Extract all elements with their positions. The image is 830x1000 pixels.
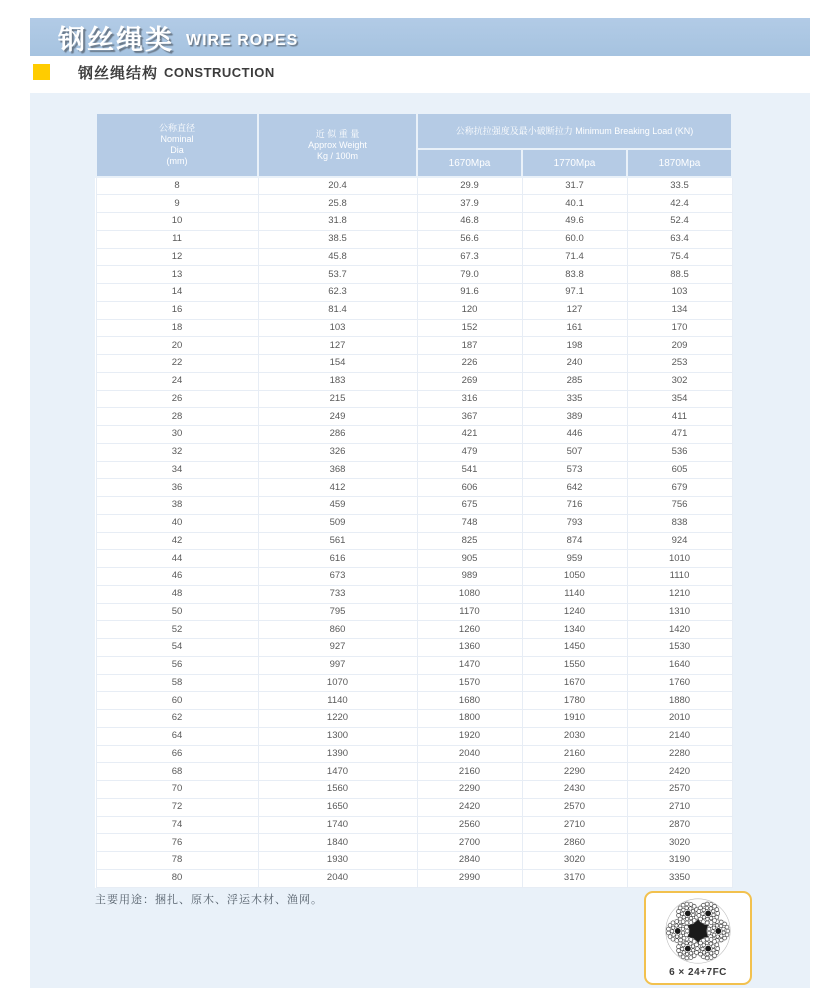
table-cell: 9 [96, 195, 258, 213]
table-cell: 679 [627, 479, 732, 497]
table-cell: 1760 [627, 674, 732, 692]
table-cell: 34 [96, 461, 258, 479]
table-cell: 825 [417, 532, 522, 550]
table-cell: 1930 [258, 852, 417, 870]
table-cell: 97.1 [522, 284, 627, 302]
table-cell: 1240 [522, 603, 627, 621]
page-title-chinese: 钢丝绳类 [58, 24, 174, 55]
table-cell: 8 [96, 177, 258, 195]
table-cell: 54 [96, 639, 258, 657]
table-cell: 1050 [522, 568, 627, 586]
table-cell: 3020 [627, 834, 732, 852]
table-cell: 3350 [627, 869, 732, 887]
table-cell: 152 [417, 319, 522, 337]
table-cell: 2030 [522, 727, 627, 745]
table-cell: 28 [96, 408, 258, 426]
table-cell: 507 [522, 443, 627, 461]
table-cell: 209 [627, 337, 732, 355]
table-row [96, 213, 732, 231]
table-row [96, 710, 732, 728]
table-cell: 1140 [522, 585, 627, 603]
table-row [96, 514, 732, 532]
table-row [96, 177, 732, 195]
table-row [96, 497, 732, 515]
table-cell: 1670 [522, 674, 627, 692]
table-cell: 2430 [522, 781, 627, 799]
table-cell: 1080 [417, 585, 522, 603]
table-cell: 1680 [417, 692, 522, 710]
table-cell: 81.4 [258, 301, 417, 319]
table-cell: 56 [96, 656, 258, 674]
table-cell: 187 [417, 337, 522, 355]
table-cell: 18 [96, 319, 258, 337]
table-cell: 795 [258, 603, 417, 621]
table-cell: 20 [96, 337, 258, 355]
table-row [96, 692, 732, 710]
table-cell: 198 [522, 337, 627, 355]
section-title-english: CONSTRUCTION [164, 64, 275, 80]
table-row [96, 834, 732, 852]
table-cell: 1140 [258, 692, 417, 710]
table-cell: 479 [417, 443, 522, 461]
table-cell: 2700 [417, 834, 522, 852]
table-cell: 411 [627, 408, 732, 426]
table-cell: 874 [522, 532, 627, 550]
table-cell: 72 [96, 798, 258, 816]
table-cell: 50 [96, 603, 258, 621]
table-cell: 2860 [522, 834, 627, 852]
table-cell: 3190 [627, 852, 732, 870]
table-cell: 63.4 [627, 230, 732, 248]
table-cell: 2160 [417, 763, 522, 781]
table-cell: 2040 [417, 745, 522, 763]
table-row [96, 621, 732, 639]
table-cell: 1800 [417, 710, 522, 728]
table-cell: 285 [522, 372, 627, 390]
table-cell: 1390 [258, 745, 417, 763]
table-cell: 606 [417, 479, 522, 497]
table-cell: 1010 [627, 550, 732, 568]
table-cell: 860 [258, 621, 417, 639]
table-cell: 83.8 [522, 266, 627, 284]
table-cell: 616 [258, 550, 417, 568]
table-cell: 756 [627, 497, 732, 515]
table-row [96, 798, 732, 816]
table-cell: 66 [96, 745, 258, 763]
table-cell: 60 [96, 692, 258, 710]
table-cell: 226 [417, 355, 522, 373]
table-cell: 1110 [627, 568, 732, 586]
table-row [96, 355, 732, 373]
table-row [96, 781, 732, 799]
table-cell: 459 [258, 497, 417, 515]
table-cell: 183 [258, 372, 417, 390]
table-cell: 78 [96, 852, 258, 870]
header-grade-1670: 1670Mpa [417, 149, 522, 177]
table-cell: 2710 [627, 798, 732, 816]
table-cell: 40.1 [522, 195, 627, 213]
table-cell: 14 [96, 284, 258, 302]
table-cell: 1550 [522, 656, 627, 674]
table-cell: 1570 [417, 674, 522, 692]
table-cell: 2290 [417, 781, 522, 799]
table-cell: 253 [627, 355, 732, 373]
table-cell: 1260 [417, 621, 522, 639]
table-cell: 316 [417, 390, 522, 408]
table-cell: 924 [627, 532, 732, 550]
table-cell: 286 [258, 426, 417, 444]
table-cell: 471 [627, 426, 732, 444]
table-row [96, 461, 732, 479]
table-cell: 12 [96, 248, 258, 266]
table-cell: 127 [522, 301, 627, 319]
table-cell: 240 [522, 355, 627, 373]
table-cell: 42 [96, 532, 258, 550]
table-cell: 134 [627, 301, 732, 319]
table-cell: 29.9 [417, 177, 522, 195]
page-title-english: WIRE ROPES [186, 32, 299, 49]
header-nominal-dia: 公称直径 Nominal Dia (mm) [96, 113, 258, 177]
table-row [96, 852, 732, 870]
table-cell: 1450 [522, 639, 627, 657]
table-cell: 33.5 [627, 177, 732, 195]
table-cell: 2710 [522, 816, 627, 834]
table-cell: 58 [96, 674, 258, 692]
table-cell: 3170 [522, 869, 627, 887]
header-breaking-load: 公称抗拉强度及最小破断拉力 Minimum Breaking Load (KN) [417, 113, 732, 149]
table-cell: 36 [96, 479, 258, 497]
table-cell: 37.9 [417, 195, 522, 213]
table-cell: 1360 [417, 639, 522, 657]
table-cell: 748 [417, 514, 522, 532]
table-cell: 56.6 [417, 230, 522, 248]
table-cell: 20.4 [258, 177, 417, 195]
table-row [96, 656, 732, 674]
table-cell: 25.8 [258, 195, 417, 213]
table-row [96, 248, 732, 266]
table-cell: 46.8 [417, 213, 522, 231]
table-cell: 793 [522, 514, 627, 532]
table-cell: 1340 [522, 621, 627, 639]
table-cell: 170 [627, 319, 732, 337]
table-cell: 31.8 [258, 213, 417, 231]
table-cell: 1880 [627, 692, 732, 710]
table-cell: 354 [627, 390, 732, 408]
section-title-chinese: 钢丝绳结构 [78, 64, 159, 82]
table-cell: 2140 [627, 727, 732, 745]
table-cell: 127 [258, 337, 417, 355]
table-cell: 927 [258, 639, 417, 657]
table-cell: 52 [96, 621, 258, 639]
table-cell: 161 [522, 319, 627, 337]
table-cell: 1560 [258, 781, 417, 799]
table-cell: 2990 [417, 869, 522, 887]
table-row [96, 585, 732, 603]
table-row [96, 266, 732, 284]
table-cell: 75.4 [627, 248, 732, 266]
table-cell: 642 [522, 479, 627, 497]
table-cell: 716 [522, 497, 627, 515]
table-cell: 1420 [627, 621, 732, 639]
table-row [96, 426, 732, 444]
table-cell: 103 [627, 284, 732, 302]
table-cell: 49.6 [522, 213, 627, 231]
table-cell: 2010 [627, 710, 732, 728]
table-cell: 367 [417, 408, 522, 426]
table-cell: 733 [258, 585, 417, 603]
table-row [96, 372, 732, 390]
table-row [96, 390, 732, 408]
table-cell: 62.3 [258, 284, 417, 302]
yellow-bullet-icon [33, 64, 50, 80]
table-cell: 421 [417, 426, 522, 444]
table-cell: 959 [522, 550, 627, 568]
table-cell: 79.0 [417, 266, 522, 284]
table-cell: 1780 [522, 692, 627, 710]
table-cell: 62 [96, 710, 258, 728]
table-row [96, 745, 732, 763]
table-row [96, 301, 732, 319]
table-row [96, 727, 732, 745]
table-cell: 368 [258, 461, 417, 479]
table-cell: 80 [96, 869, 258, 887]
content-panel [30, 93, 810, 988]
header-grade-1770: 1770Mpa [522, 149, 627, 177]
table-cell: 446 [522, 426, 627, 444]
table-cell: 2040 [258, 869, 417, 887]
table-cell: 2840 [417, 852, 522, 870]
table-cell: 11 [96, 230, 258, 248]
table-cell: 573 [522, 461, 627, 479]
table-cell: 2420 [417, 798, 522, 816]
table-cell: 1210 [627, 585, 732, 603]
table-cell: 10 [96, 213, 258, 231]
table-cell: 2280 [627, 745, 732, 763]
table-cell: 88.5 [627, 266, 732, 284]
table-cell: 42.4 [627, 195, 732, 213]
page-title-banner [30, 18, 810, 56]
table-cell: 32 [96, 443, 258, 461]
table-cell: 64 [96, 727, 258, 745]
table-row [96, 674, 732, 692]
table-cell: 13 [96, 266, 258, 284]
table-cell: 1640 [627, 656, 732, 674]
table-cell: 1310 [627, 603, 732, 621]
table-cell: 1740 [258, 816, 417, 834]
table-cell: 605 [627, 461, 732, 479]
table-row [96, 408, 732, 426]
table-cell: 120 [417, 301, 522, 319]
table-cell: 16 [96, 301, 258, 319]
table-row [96, 195, 732, 213]
table-cell: 60.0 [522, 230, 627, 248]
table-cell: 74 [96, 816, 258, 834]
table-cell: 1910 [522, 710, 627, 728]
rope-spec-badge [644, 891, 752, 985]
table-cell: 389 [522, 408, 627, 426]
table-cell: 46 [96, 568, 258, 586]
table-cell: 22 [96, 355, 258, 373]
table-row [96, 532, 732, 550]
table-cell: 675 [417, 497, 522, 515]
table-row [96, 816, 732, 834]
table-cell: 38 [96, 497, 258, 515]
table-cell: 2570 [627, 781, 732, 799]
table-cell: 1650 [258, 798, 417, 816]
table-cell: 53.7 [258, 266, 417, 284]
table-row [96, 284, 732, 302]
table-cell: 31.7 [522, 177, 627, 195]
table-cell: 76 [96, 834, 258, 852]
table-row [96, 763, 732, 781]
table-cell: 91.6 [417, 284, 522, 302]
table-cell: 989 [417, 568, 522, 586]
table-cell: 1470 [258, 763, 417, 781]
table-cell: 1070 [258, 674, 417, 692]
table-cell: 249 [258, 408, 417, 426]
table-cell: 561 [258, 532, 417, 550]
table-row [96, 550, 732, 568]
table-cell: 673 [258, 568, 417, 586]
table-row [96, 319, 732, 337]
table-cell: 269 [417, 372, 522, 390]
table-cell: 326 [258, 443, 417, 461]
table-cell: 412 [258, 479, 417, 497]
table-row [96, 479, 732, 497]
table-cell: 3020 [522, 852, 627, 870]
table-cell: 40 [96, 514, 258, 532]
table-cell: 1840 [258, 834, 417, 852]
table-cell: 536 [627, 443, 732, 461]
table-cell: 103 [258, 319, 417, 337]
table-cell: 997 [258, 656, 417, 674]
table-cell: 1170 [417, 603, 522, 621]
rope-spec-label: 6 × 24+7FC [669, 967, 727, 978]
table-cell: 215 [258, 390, 417, 408]
table-row [96, 568, 732, 586]
table-cell: 71.4 [522, 248, 627, 266]
table-cell: 302 [627, 372, 732, 390]
table-cell: 24 [96, 372, 258, 390]
table-cell: 905 [417, 550, 522, 568]
wire-rope-spec-table [95, 112, 733, 888]
table-cell: 1220 [258, 710, 417, 728]
table-cell: 2870 [627, 816, 732, 834]
table-cell: 509 [258, 514, 417, 532]
table-cell: 1470 [417, 656, 522, 674]
table-cell: 26 [96, 390, 258, 408]
usage-note: 主要用途：捆扎、原木、浮运木材、渔网。 [95, 894, 323, 906]
table-row [96, 639, 732, 657]
header-approx-weight: 近 似 重 量 Approx Weight Kg / 100m [258, 113, 417, 177]
table-row [96, 230, 732, 248]
table-cell: 2560 [417, 816, 522, 834]
table-cell: 838 [627, 514, 732, 532]
table-row [96, 603, 732, 621]
section-heading [33, 62, 275, 82]
table-cell: 1920 [417, 727, 522, 745]
table-cell: 2290 [522, 763, 627, 781]
table-cell: 154 [258, 355, 417, 373]
rope-cross-section-icon [663, 896, 733, 966]
table-cell: 48 [96, 585, 258, 603]
table-cell: 1530 [627, 639, 732, 657]
table-cell: 1300 [258, 727, 417, 745]
table-cell: 67.3 [417, 248, 522, 266]
table-cell: 38.5 [258, 230, 417, 248]
table-cell: 52.4 [627, 213, 732, 231]
table-cell: 45.8 [258, 248, 417, 266]
table-cell: 70 [96, 781, 258, 799]
table-header [96, 113, 732, 177]
table-cell: 2160 [522, 745, 627, 763]
table-cell: 335 [522, 390, 627, 408]
table-body [96, 177, 732, 887]
table-cell: 2420 [627, 763, 732, 781]
table-cell: 541 [417, 461, 522, 479]
table-row [96, 869, 732, 887]
table-cell: 68 [96, 763, 258, 781]
table-cell: 30 [96, 426, 258, 444]
table-row [96, 337, 732, 355]
table-cell: 44 [96, 550, 258, 568]
table-cell: 2570 [522, 798, 627, 816]
header-grade-1870: 1870Mpa [627, 149, 732, 177]
table-row [96, 443, 732, 461]
